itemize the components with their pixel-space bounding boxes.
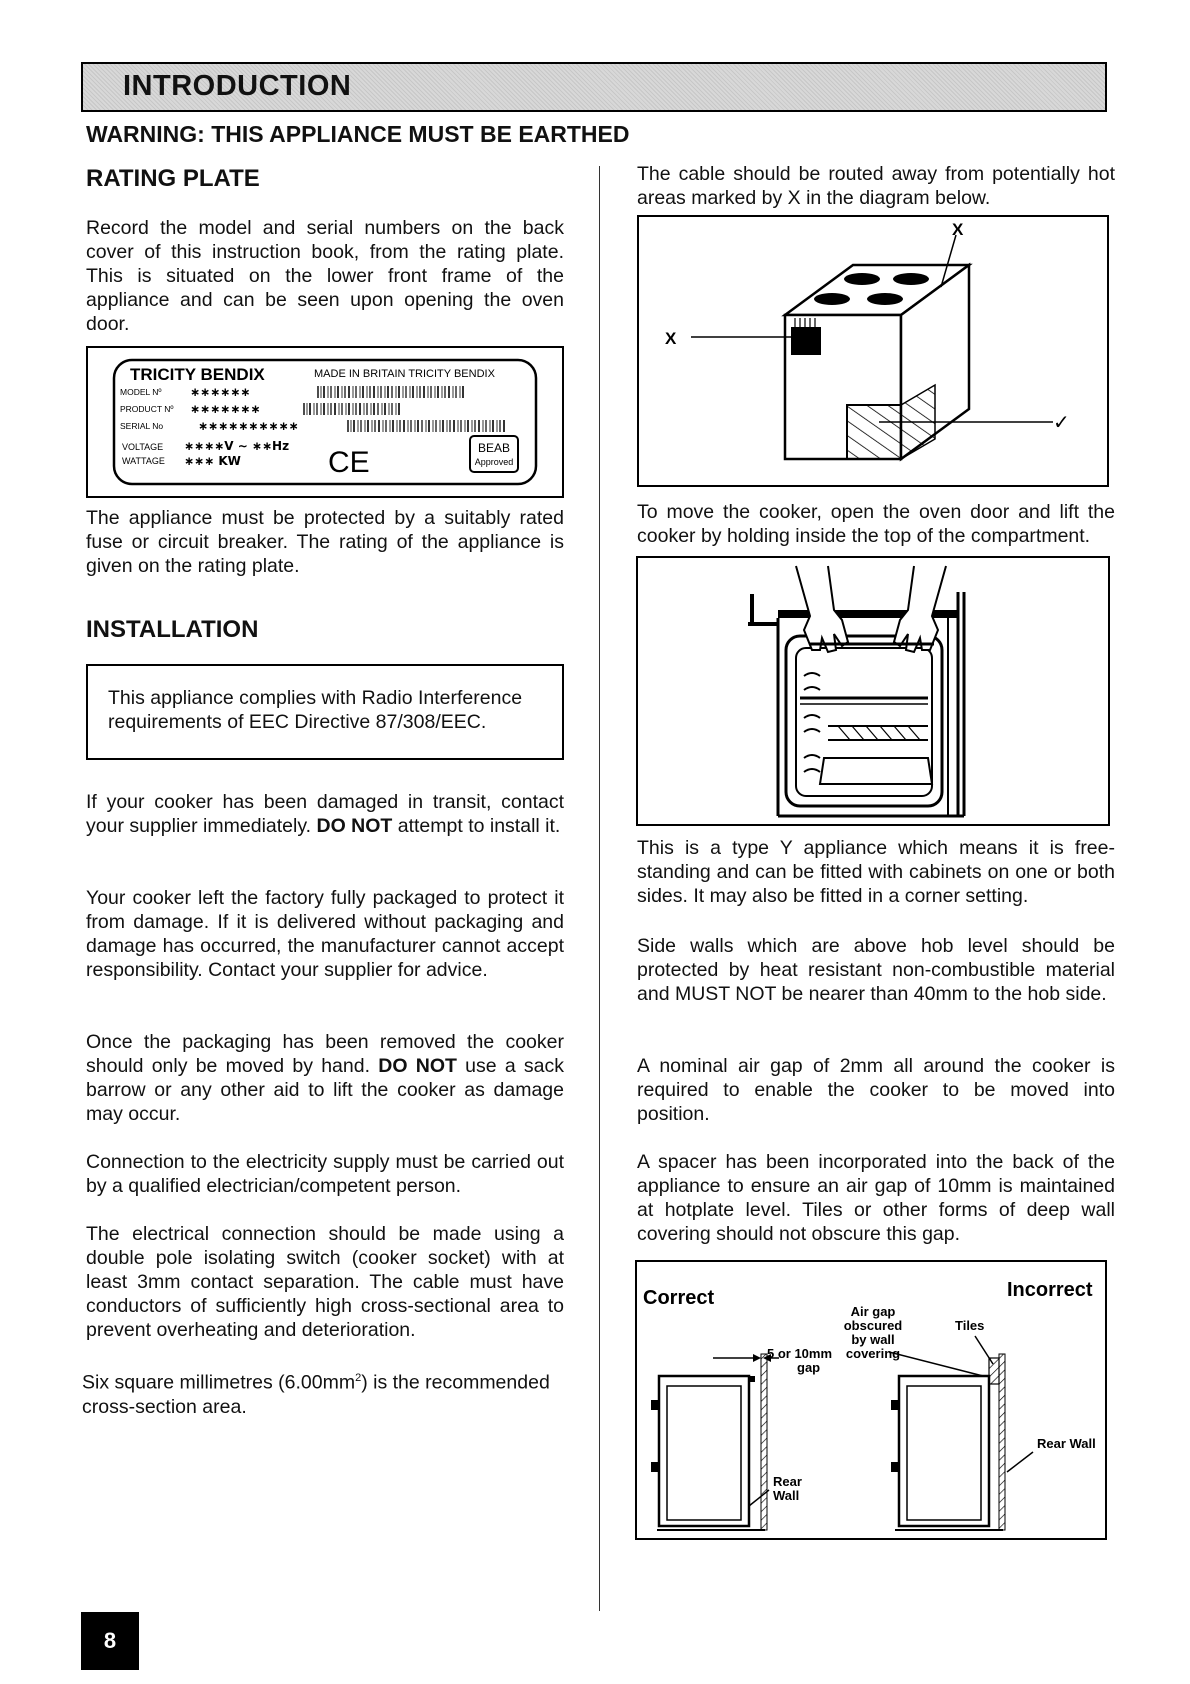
installation-heading: INSTALLATION (86, 616, 259, 643)
rear-wall-label-line2: Wall (773, 1488, 800, 1503)
plate-voltage-value: ∗∗∗∗V ∼ ∗∗Hz (184, 439, 290, 453)
air-gap-text: A nominal air gap of 2mm all around the cooker is required to enable the cooker to be moved into position. (637, 1055, 1115, 1125)
plate-wattage-label: WATTAGE (122, 456, 165, 466)
transit-damage-text: If your cooker has been damaged in transit, contact your supplier immediately. DO NOT attempt to install it. (86, 791, 564, 837)
plate-wattage-value: ∗∗∗ KW (184, 454, 241, 468)
column-divider (599, 166, 600, 1611)
airgap-label-line1: Air gap (850, 1304, 896, 1319)
gap-label-line1: 5 or 10mm (767, 1346, 833, 1361)
airgap-label-line4: covering (845, 1346, 901, 1361)
section-banner (81, 62, 1107, 112)
fuse-text: The appliance must be protected by a suitably rated fuse or circuit breaker. The rating of the appliance is given on the rating plate. (86, 507, 564, 577)
hot-area-x-left: X (665, 329, 677, 348)
packaging-text: Your cooker left the factory fully packaged to protect it from damage. If it is delivered without packaging and damage has occurred, the manufacturer cannot accept responsibility. Contact your supplier for advice. (86, 887, 564, 981)
rear-wall-label-line1: Rear (773, 1474, 802, 1489)
plate-product-label: PRODUCT Nº (120, 404, 174, 414)
cooker-hot-areas-illustration (639, 217, 1107, 485)
rating-plate-illustration (88, 348, 562, 496)
rear-wall-label: Rear Wall (1037, 1436, 1096, 1451)
hot-area-x-top: X (952, 220, 964, 239)
plate-serial-label: SERIAL No (120, 421, 164, 431)
plate-brand: TRICITY BENDIX (130, 365, 265, 384)
plate-serial-value: ∗∗∗∗∗∗∗∗∗∗ (198, 419, 299, 433)
incorrect-label: Incorrect (1007, 1279, 1093, 1301)
safe-route-tick: ✓ (1053, 410, 1070, 434)
plate-voltage-label: VOLTAGE (122, 442, 164, 452)
tiles-label: Tiles (955, 1318, 985, 1333)
plate-product-value: ∗∗∗∗∗∗∗ (190, 402, 261, 416)
gap-label-line2: gap (797, 1360, 821, 1375)
compliance-text: This appliance complies with Radio Interference requirements of EEC Directive 87/308/EEC. (108, 687, 523, 733)
correct-label: Correct (643, 1287, 715, 1309)
plate-made-in: MADE IN BRITAIN TRICITY BENDIX (314, 368, 495, 380)
airgap-label-line2: obscured (843, 1318, 903, 1333)
lifting-text: To move the cooker, open the oven door and lift the cooker by holding inside the top of the compartment. (637, 501, 1115, 547)
earthing-warning: WARNING: THIS APPLIANCE MUST BE EARTHED (86, 121, 630, 147)
electrician-text: Connection to the electricity supply must be carried out by a qualified electrician/competent person. (86, 1151, 564, 1197)
cable-routing-text: The cable should be routed away from potentially hot areas marked by X in the diagram below. (637, 163, 1115, 209)
plate-model-label: MODEL Nº (120, 387, 162, 397)
correct-incorrect-illustration (637, 1262, 1105, 1538)
rating-plate-figure (86, 346, 564, 498)
side-walls-text: Side walls which are above hob level should be protected by heat resistant non-combustible material and MUST NOT be nearer than 40mm to the hob side. (637, 935, 1115, 1005)
airgap-label-line3: by wall (851, 1332, 895, 1347)
air-gap-diagram (635, 1260, 1107, 1540)
move-by-hand-text: Once the packaging has been removed the cooker should only be moved by hand. DO NOT use a sack barrow or any other aid to lift the cooker as damage may occur. (86, 1031, 564, 1125)
cross-section-text: Six square millimetres $(6.00mm^2)$ is the recommended cross-section area. (82, 1371, 550, 1418)
beab-line2: Approved (474, 457, 514, 467)
spacer-text: A spacer has been incorporated into the back of the appliance to ensure an air gap of 10mm is maintained at hotplate level. Tiles or other forms of deep wall covering should not obscure this gap. (637, 1151, 1115, 1245)
page-number: 8 (81, 1612, 139, 1670)
oven-lifting-illustration (638, 558, 1108, 824)
lifting-diagram (636, 556, 1110, 826)
rating-plate-text: Record the model and serial numbers on the back cover of this instruction book, from the rating plate. This is situated on the lower front frame of the appliance and can be seen upon opening the oven door. (86, 217, 564, 335)
beab-line1: BEAB (477, 441, 511, 455)
section-title: INTRODUCTION (123, 70, 352, 102)
ce-mark: CE (328, 446, 370, 479)
plate-model-value: ∗∗∗∗∗∗ (190, 385, 251, 399)
hot-areas-diagram (637, 215, 1109, 487)
compliance-notice (86, 664, 564, 760)
type-y-text: This is a type Y appliance which means it is free-standing and can be fitted with cabinets on one or both sides. It may also be fitted in a corner setting. (637, 837, 1115, 907)
rating-plate-heading: RATING PLATE (86, 165, 260, 192)
connection-text: The electrical connection should be made using a double pole isolating switch (cooker socket) with at least 3mm contact separation. The cable must have conductors of sufficiently high cross-sectional area to prevent overheating and deterioration. (86, 1223, 564, 1341)
